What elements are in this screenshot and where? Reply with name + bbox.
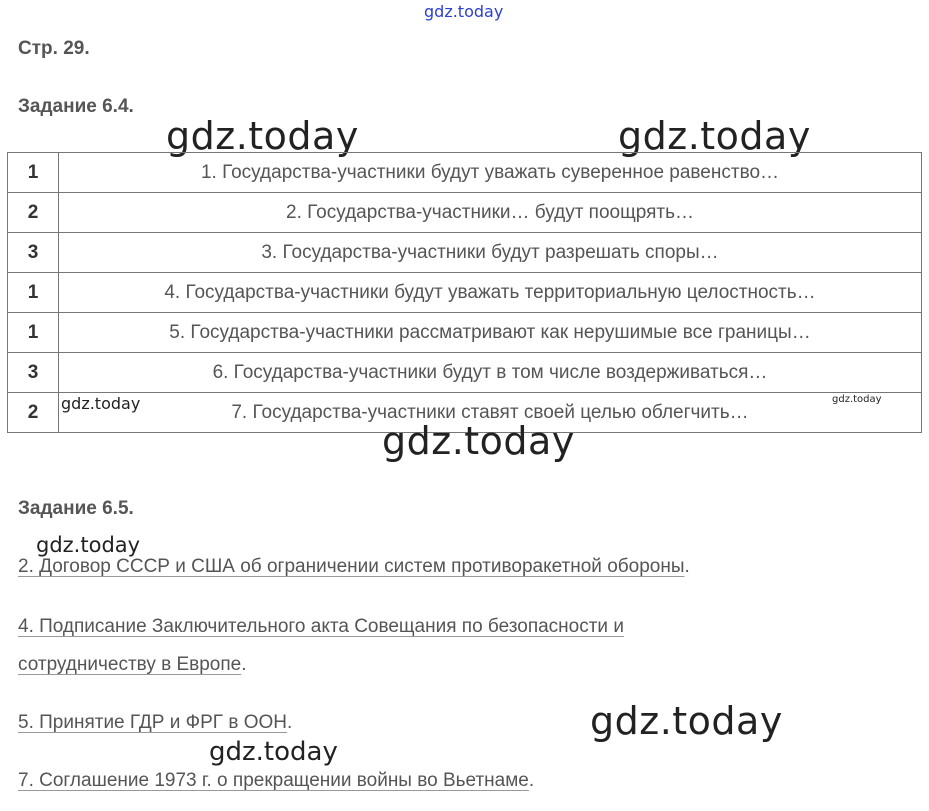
watermark: gdz.today bbox=[61, 394, 141, 413]
answer-item[interactable] bbox=[18, 548, 690, 586]
answer-item-period: . bbox=[528, 770, 535, 791]
statement-cell: 1. Государства-участники будут уважать суверенное равенство… bbox=[59, 153, 922, 193]
answer-cell: 3 bbox=[8, 353, 59, 393]
table-row bbox=[8, 193, 922, 233]
answer-item[interactable] bbox=[18, 608, 624, 684]
answer-cell: 1 bbox=[8, 273, 59, 313]
answer-item[interactable] bbox=[18, 762, 534, 800]
answer-cell: 1 bbox=[8, 313, 59, 353]
table-row bbox=[8, 233, 922, 273]
table-row bbox=[8, 153, 922, 193]
table-row bbox=[8, 313, 922, 353]
watermark: gdz.today bbox=[166, 114, 359, 158]
watermark: gdz.today bbox=[209, 737, 338, 767]
watermark: gdz.today bbox=[590, 699, 783, 743]
task-6-5-title: Задание 6.5. bbox=[18, 498, 134, 519]
page-reference: Стр. 29. bbox=[18, 38, 90, 59]
watermark: gdz.today bbox=[36, 533, 141, 557]
statement-cell: 3. Государства-участники будут разрешать споры… bbox=[59, 233, 922, 273]
statement-cell: 7. Государства-участники ставят своей целью облегчить… bbox=[59, 393, 922, 433]
statement-cell: 6. Государства-участники будут в том числе воздерживаться… bbox=[59, 353, 922, 393]
watermark: gdz.today bbox=[382, 419, 575, 463]
answer-item-text[interactable]: 4. Подписание Заключительного акта Совещания по безопасности и bbox=[18, 616, 624, 637]
statement-cell: 2. Государства-участники… будут поощрять… bbox=[59, 193, 922, 233]
answers-table bbox=[7, 152, 922, 433]
statement-cell: 5. Государства-участники рассматривают как нерушимые все границы… bbox=[59, 313, 922, 353]
answer-item-text[interactable]: 7. Соглашение 1973 г. о прекращении войны во Вьетнаме bbox=[18, 770, 529, 791]
answer-item-period: . bbox=[241, 654, 247, 675]
table-row bbox=[8, 273, 922, 313]
answer-cell: 2 bbox=[8, 393, 59, 433]
answer-cell: 1 bbox=[8, 153, 59, 193]
watermark-top: gdz.today bbox=[424, 2, 504, 21]
task-6-4-title: Задание 6.4. bbox=[18, 96, 134, 117]
answer-item-period: . bbox=[286, 712, 293, 733]
answer-cell: 2 bbox=[8, 193, 59, 233]
answer-item-text[interactable]: сотрудничеству в Европе bbox=[18, 654, 242, 675]
statement-cell: 4. Государства-участники будут уважать территориальную целостность… bbox=[59, 273, 922, 313]
table-row bbox=[8, 353, 922, 393]
answer-item-period: . bbox=[684, 556, 690, 577]
watermark: gdz.today bbox=[832, 394, 882, 405]
answer-item-text[interactable]: 5. Принятие ГДР и ФРГ в ООН bbox=[18, 712, 287, 733]
answer-cell: 3 bbox=[8, 233, 59, 273]
watermark: gdz.today bbox=[618, 114, 811, 158]
answer-item-text[interactable]: 2. Договор СССР и США об ограничении систем противоракетной обороны bbox=[18, 556, 685, 577]
